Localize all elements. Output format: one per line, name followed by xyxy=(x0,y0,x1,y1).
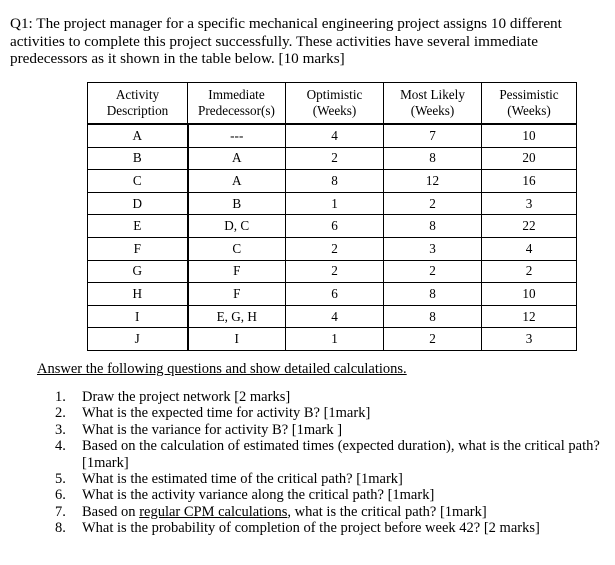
pessimistic-cell: 10 xyxy=(482,124,577,147)
most-likely-cell: 7 xyxy=(384,124,482,147)
optimistic-cell: 8 xyxy=(286,170,384,193)
predecessor-cell: E, G, H xyxy=(188,305,286,328)
activity-cell: C xyxy=(88,170,188,193)
list-item xyxy=(55,471,603,487)
header-activity: Activity Description xyxy=(88,83,188,125)
table-row xyxy=(88,192,577,215)
item-number: 2. xyxy=(55,405,66,422)
most-likely-cell: 8 xyxy=(384,283,482,306)
predecessor-cell: I xyxy=(188,328,286,351)
most-likely-cell: 2 xyxy=(384,328,482,351)
pessimistic-cell: 12 xyxy=(482,305,577,328)
activity-cell: D xyxy=(88,192,188,215)
item-number: 5. xyxy=(55,471,66,488)
most-likely-cell: 8 xyxy=(384,305,482,328)
pessimistic-cell: 22 xyxy=(482,215,577,238)
optimistic-cell: 1 xyxy=(286,192,384,215)
predecessor-cell: F xyxy=(188,260,286,283)
most-likely-cell: 2 xyxy=(384,192,482,215)
optimistic-cell: 4 xyxy=(286,305,384,328)
item-text: What is the expected time for activity B? [1mark] xyxy=(82,405,371,422)
item-text: What is the variance for activity B? [1mark ] xyxy=(82,421,343,438)
activity-cell: B xyxy=(88,147,188,170)
item-number: 4. xyxy=(55,438,66,455)
item-number: 1. xyxy=(55,389,66,405)
list-item xyxy=(55,405,603,421)
item-number: 8. xyxy=(55,520,66,537)
item-text: Draw the project network [2 marks] xyxy=(82,389,291,405)
optimistic-cell: 6 xyxy=(286,283,384,306)
pessimistic-cell: 3 xyxy=(482,328,577,351)
table-row xyxy=(88,237,577,260)
predecessor-cell: B xyxy=(188,192,286,215)
list-item xyxy=(55,504,603,520)
header-optimistic: Optimistic (Weeks) xyxy=(286,83,384,125)
table-row xyxy=(88,328,577,351)
predecessor-cell: A xyxy=(188,170,286,193)
activity-cell: J xyxy=(88,328,188,351)
optimistic-cell: 1 xyxy=(286,328,384,351)
answer-instructions: Answer the following questions and show detailed calculations. xyxy=(37,361,407,377)
header-pessimistic: Pessimistic (Weeks) xyxy=(482,83,577,125)
item-number: 6. xyxy=(55,487,66,504)
table-row xyxy=(88,305,577,328)
item-text: Based on regular CPM calculations, what is the critical path? [1mark] xyxy=(82,503,487,520)
pessimistic-cell: 16 xyxy=(482,170,577,193)
table-header-row xyxy=(88,83,577,125)
activity-cell: A xyxy=(88,124,188,147)
optimistic-cell: 6 xyxy=(286,215,384,238)
header-predecessor: Immediate Predecessor(s) xyxy=(188,83,286,125)
predecessor-cell: --- xyxy=(188,124,286,147)
pessimistic-cell: 3 xyxy=(482,192,577,215)
table-row xyxy=(88,260,577,283)
item-text: What is the probability of completion of the project before week 42? [2 marks] xyxy=(82,520,540,537)
item-text: What is the activity variance along the critical path? [1mark] xyxy=(82,487,435,504)
underlined-phrase: regular CPM calculations xyxy=(139,503,288,520)
predecessor-cell: A xyxy=(188,147,286,170)
optimistic-cell: 4 xyxy=(286,124,384,147)
list-item xyxy=(55,520,603,536)
item-number: 3. xyxy=(55,421,66,438)
predecessor-cell: C xyxy=(188,237,286,260)
list-item xyxy=(55,438,603,471)
optimistic-cell: 2 xyxy=(286,237,384,260)
list-item xyxy=(55,422,603,438)
table-row xyxy=(88,283,577,306)
table-row xyxy=(88,124,577,147)
item-number: 7. xyxy=(55,503,66,520)
list-item xyxy=(55,389,603,405)
optimistic-cell: 2 xyxy=(286,260,384,283)
question-list xyxy=(55,389,603,537)
predecessor-cell: D, C xyxy=(188,215,286,238)
item-text: What is the estimated time of the critical path? [1mark] xyxy=(82,471,403,488)
pessimistic-cell: 4 xyxy=(482,237,577,260)
table-row xyxy=(88,170,577,193)
most-likely-cell: 2 xyxy=(384,260,482,283)
activity-table xyxy=(87,82,577,351)
header-most-likely: Most Likely (Weeks) xyxy=(384,83,482,125)
optimistic-cell: 2 xyxy=(286,147,384,170)
most-likely-cell: 8 xyxy=(384,215,482,238)
activity-cell: I xyxy=(88,305,188,328)
activity-cell: E xyxy=(88,215,188,238)
pessimistic-cell: 20 xyxy=(482,147,577,170)
pessimistic-cell: 2 xyxy=(482,260,577,283)
most-likely-cell: 8 xyxy=(384,147,482,170)
table-row xyxy=(88,147,577,170)
list-item xyxy=(55,487,603,503)
activity-cell: H xyxy=(88,283,188,306)
predecessor-cell: F xyxy=(188,283,286,306)
question-text: Q1: The project manager for a specific mechanical engineering project assigns 10 different activities to complete this project successfully. These activities have several immediate predecessors as it shown in the table below. [10 marks] xyxy=(10,15,562,68)
item-text: Based on the calculation of estimated times (expected duration), what is the critical path? [1mark] xyxy=(82,438,600,471)
activity-cell: G xyxy=(88,260,188,283)
most-likely-cell: 12 xyxy=(384,170,482,193)
table-row xyxy=(88,215,577,238)
activity-cell: F xyxy=(88,237,188,260)
pessimistic-cell: 10 xyxy=(482,283,577,306)
most-likely-cell: 3 xyxy=(384,237,482,260)
